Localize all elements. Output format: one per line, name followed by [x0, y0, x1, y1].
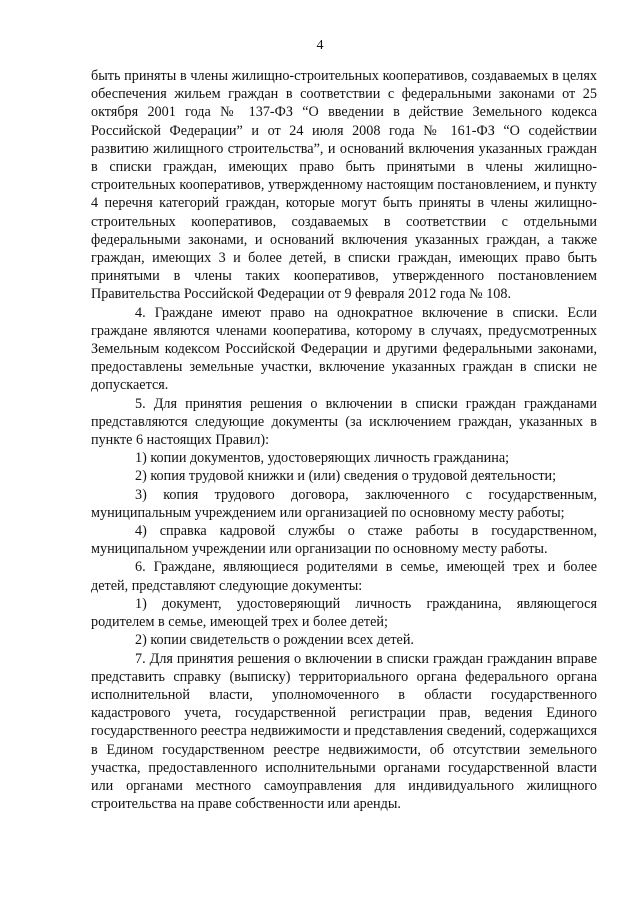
paragraph-continuation: быть приняты в члены жилищно-строительных кооперативов, создаваемых в целях обеспечения жильем граждан в соответствии с федеральными законами от 25 октября 2001 года № 137-ФЗ “О введении в действие Земельного кодекса Российской Федерации” и от 24 июля 2008 года № 161-ФЗ “О содействии развитию жилищного строительства”, и оснований включения указанных граждан в списки граждан, имеющих право быть принятыми в члены жилищно-строительных кооперативов, утвержденному настоящим постановлением, и пункту 4 перечня категорий граждан, которые могут быть приняты в члены жилищно-строительных кооперативов, создаваемых в соответствии с отдельными федеральными законами, и оснований включения указанных граждан, а также граждан, имеющих 3 и более детей, в списки граждан, имеющих право быть принятыми в члены таких кооперативов, утвержденного постановлением Правительства Российской Федерации от 9 февраля 2012 года № 108. [91, 68, 597, 303]
paragraph-item-5-4: 4) справка кадровой службы о стаже работы в государственном, муниципальном учреждении или организации по основному месту работы. [91, 523, 597, 558]
paragraph-item-6: 6. Граждане, являющиеся родителями в семье, имеющей трех и более детей, представляют следующие документы: [91, 559, 597, 594]
paragraph-item-5: 5. Для принятия решения о включении в списки граждан гражданами представляются следующие документы (за исключением граждан, указанных в пункте 6 настоящих Правил): [91, 395, 597, 449]
paragraph-item-6-2: 2) копии свидетельств о рождении всех детей. [135, 632, 414, 649]
paragraph-item-6-1: 1) документ, удостоверяющий личность гражданина, являющегося родителем в семье, имеющей трех и более детей; [91, 595, 597, 631]
document-body [91, 67, 597, 813]
paragraph-item-5-2: 2) копия трудовой книжки и (или) сведения о трудовой деятельности; [135, 468, 557, 485]
paragraph-item-5-1: 1) копии документов, удостоверяющих личность гражданина; [135, 450, 510, 467]
paragraph-item-4: 4. Граждане имеют право на однократное включение в списки. Если граждане являются членами кооператива, которому в случаях, предусмотренных Земельным кодексом Российской Федерации и другими федеральными законами, предоставлены земельные участки, включение указанных граждан в списки не допускается. [91, 304, 597, 394]
page-number: 4 [316, 38, 324, 53]
paragraph-item-5-3: 3) копия трудового договора, заключенного с государственным, муниципальным учреждением или организацией по основному месту работы; [91, 486, 597, 521]
paragraph-item-7: 7. Для принятия решения о включении в списки граждан гражданин вправе представить справку (выписку) территориального органа федерального органа исполнительной власти, уполномоченного в области государственного кадастрового учета, государственной регистрации прав, ведения Единого государственного реестра недвижимости и представления сведений, содержащихся в Едином государственном реестре недвижимости, об отсутствии земельного участка, предоставленного исполнительными органами государственной власти или органами местного самоуправления для индивидуального жилищного строительства на праве собственности или аренды. [91, 650, 597, 813]
